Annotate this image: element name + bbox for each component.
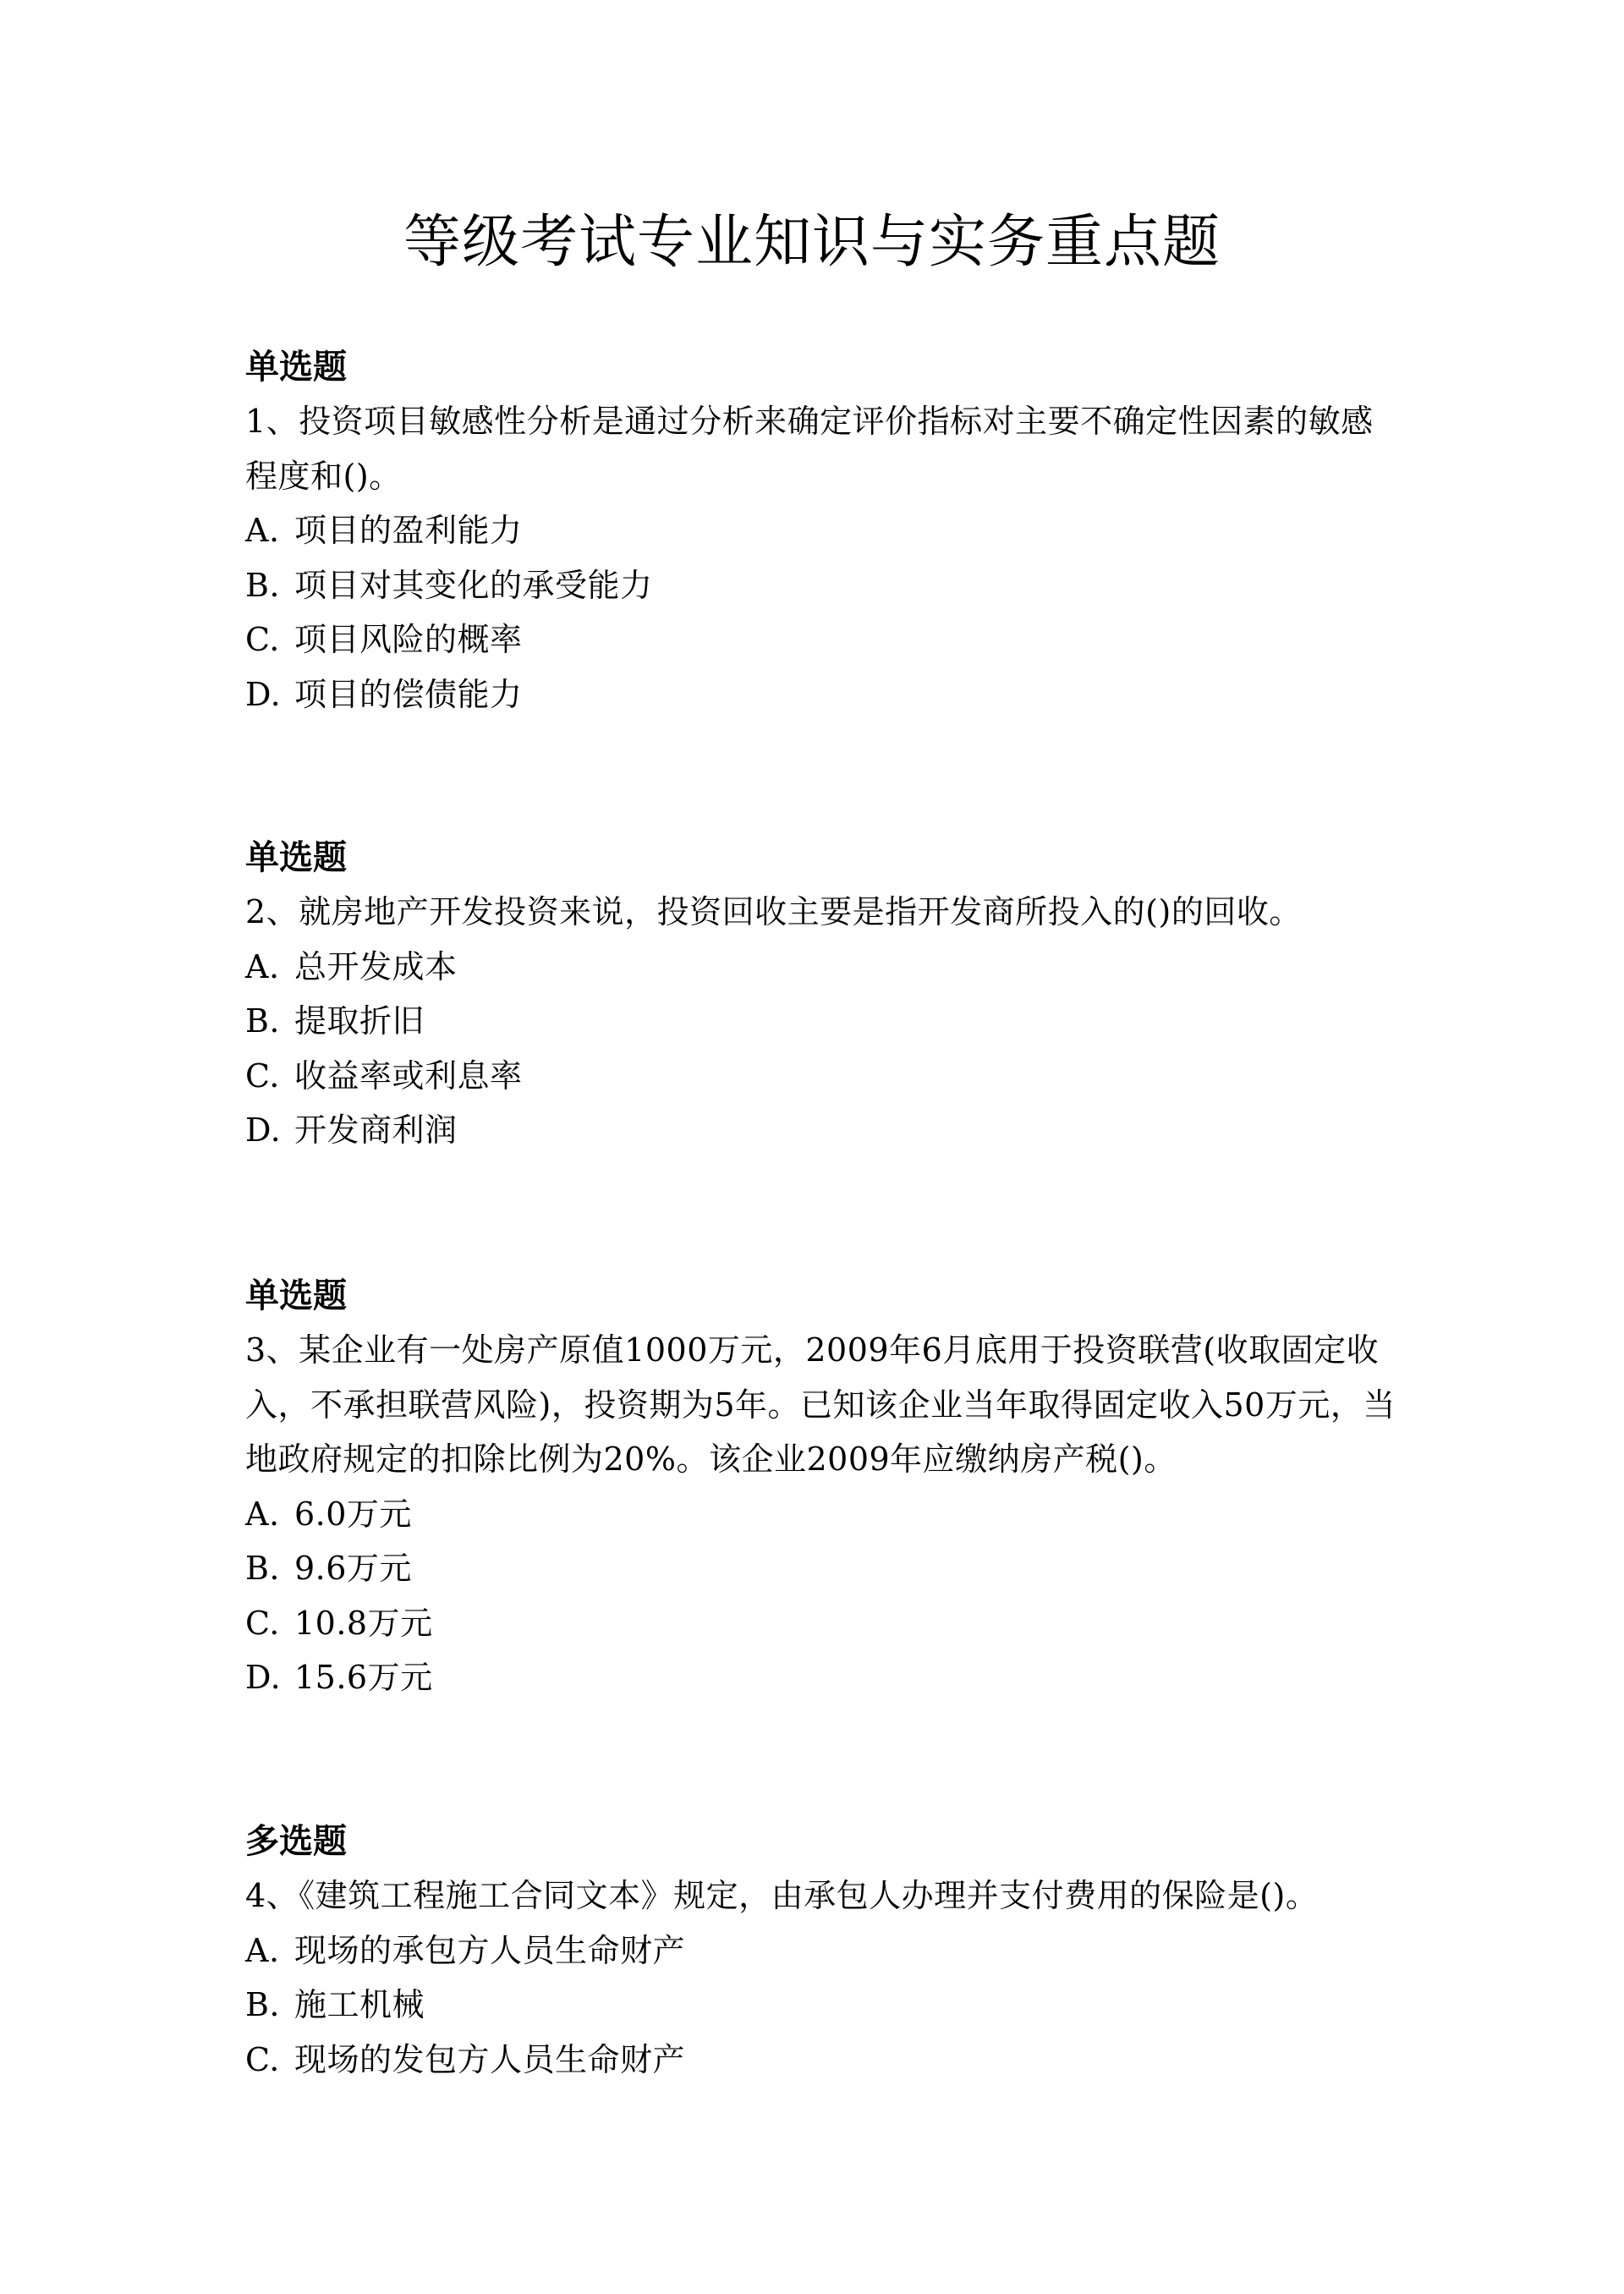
option-b <box>245 1978 1396 2033</box>
option-letter: C. <box>245 1056 280 1095</box>
question-type-label: 单选题 <box>245 348 347 387</box>
option-letter: B. <box>245 1002 281 1040</box>
option-text: 项目的盈利能力 <box>294 512 523 549</box>
option-text: 9.6万元 <box>294 1550 412 1587</box>
question-4 <box>245 1814 1396 2087</box>
option-text: 6.0万元 <box>294 1495 412 1533</box>
option-text: 收益率或利息率 <box>294 1056 523 1095</box>
option-b <box>245 1541 1396 1596</box>
option-a <box>245 1924 1396 1978</box>
question-2 <box>245 831 1396 1158</box>
option-text: 提取折旧 <box>294 1002 425 1040</box>
question-1 <box>245 340 1396 722</box>
option-d <box>245 1650 1396 1705</box>
option-letter: D. <box>245 1659 282 1696</box>
option-letter: B. <box>245 566 281 604</box>
option-letter: A. <box>245 1495 280 1533</box>
question-stem: 3、某企业有一处房产原值1000万元，2009年6月底用于投资联营(收取固定收入，不承担联营风险)，投资期为5年。已知该企业当年取得固定收入50万元，当地政府规定的扣除比例为20%。该企业2009年应缴纳房产税()。 <box>245 1331 1396 1478</box>
option-letter: D. <box>245 1111 282 1149</box>
option-text: 现场的发包方人员生命财产 <box>294 2040 686 2078</box>
option-text: 开发商利润 <box>294 1111 458 1149</box>
option-letter: C. <box>245 1604 280 1642</box>
question-stem: 1、投资项目敏感性分析是通过分析来确定评价指标对主要不确定性因素的敏感程度和()。 <box>245 403 1374 495</box>
option-a <box>245 1487 1396 1542</box>
option-c <box>245 1049 1396 1104</box>
option-text: 项目对其变化的承受能力 <box>294 566 653 604</box>
option-d <box>245 667 1396 722</box>
option-letter: B. <box>245 1986 281 2023</box>
option-b <box>245 558 1396 613</box>
option-text: 10.8万元 <box>294 1604 433 1642</box>
option-c <box>245 2033 1396 2088</box>
option-letter: A. <box>245 1931 280 1969</box>
document-title: 等级考试专业知识与实务重点题 <box>403 209 1221 276</box>
option-a <box>245 940 1396 995</box>
option-letter: D. <box>245 675 282 713</box>
option-letter: B. <box>245 1550 281 1587</box>
question-type-label: 单选题 <box>245 838 347 877</box>
option-text: 项目的偿债能力 <box>294 675 523 713</box>
option-text: 施工机械 <box>294 1986 425 2023</box>
option-b <box>245 994 1396 1049</box>
option-d <box>245 1103 1396 1158</box>
option-letter: A. <box>245 512 280 549</box>
option-c <box>245 612 1396 667</box>
option-text: 现场的承包方人员生命财产 <box>294 1931 686 1969</box>
question-type-label: 单选题 <box>245 1276 347 1315</box>
question-stem: 2、就房地产开发投资来说，投资回收主要是指开发商所投入的()的回收。 <box>245 893 1302 930</box>
option-c <box>245 1596 1396 1651</box>
question-type-label: 多选题 <box>245 1822 347 1861</box>
option-letter: C. <box>245 2040 280 2078</box>
option-text: 15.6万元 <box>294 1659 433 1696</box>
option-text: 总开发成本 <box>294 947 458 985</box>
option-letter: A. <box>245 947 280 985</box>
question-3 <box>245 1269 1396 1705</box>
question-stem: 4、《建筑工程施工合同文本》规定，由承包人办理并支付费用的保险是()。 <box>245 1877 1319 1914</box>
option-a <box>245 503 1396 558</box>
option-text: 项目风险的概率 <box>294 621 523 658</box>
option-letter: C. <box>245 621 280 658</box>
